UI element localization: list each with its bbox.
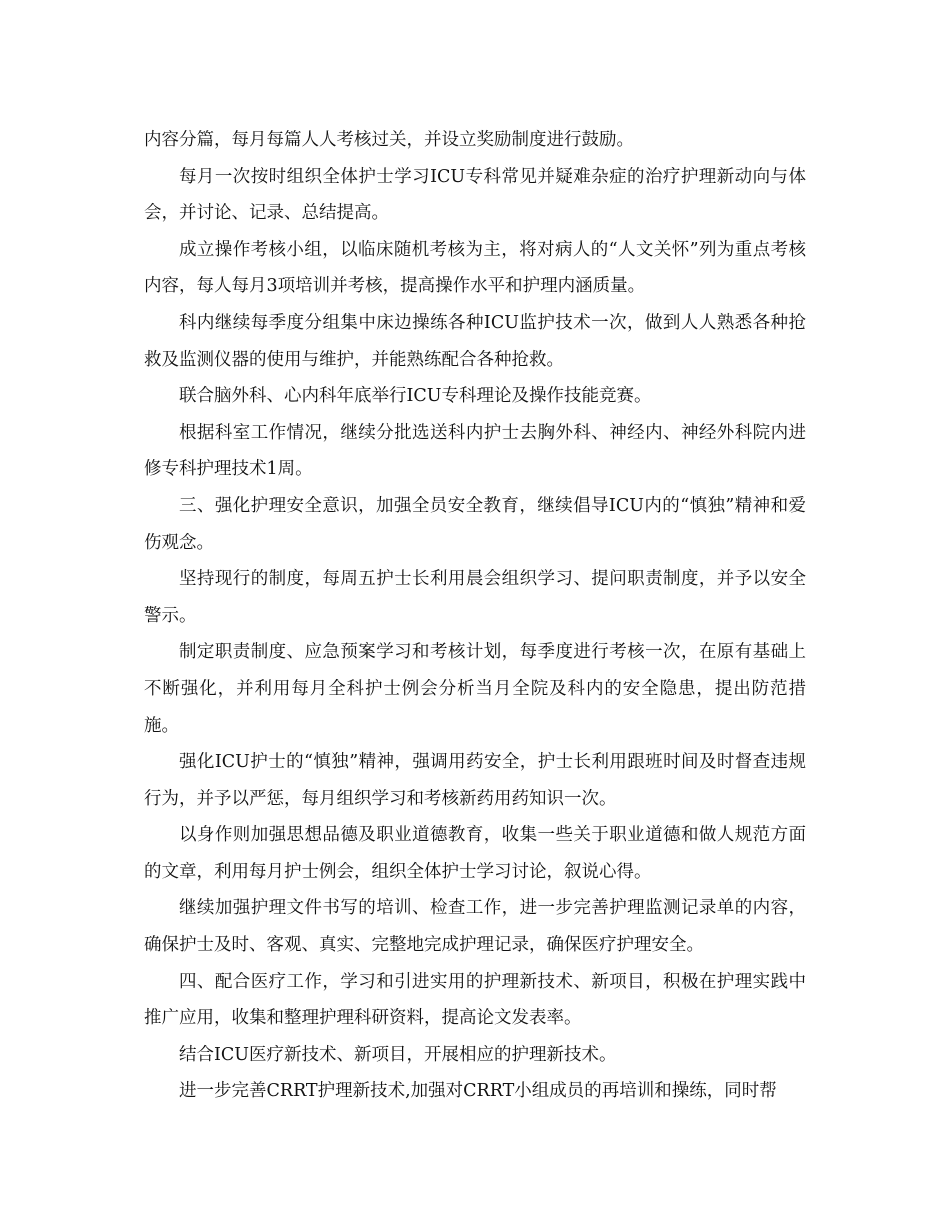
section-heading-4: 四、配合医疗工作，学习和引进实用的护理新技术、新项目，积极在护理实践中推广应用，收集和整理护理科研资料，提高论文发表率。 (144, 971, 806, 1029)
paragraph-10: 强化ICU护士的“慎独”精神，强调用药安全，护士长利用跟班时间及时督查违规行为，并予以严惩，每月组织学习和考核新药用药知识一次。 (144, 752, 806, 809)
paragraph-4: 科内继续每季度分组集中床边操练各种ICU监护技术一次，做到人人熟悉各种抢救及监测仪器的使用与维护，并能熟练配合各种抢救。 (144, 312, 806, 370)
paragraph-3: 成立操作考核小组，以临床随机考核为主，将对病人的“人文关怀”列为重点考核内容，每人每月3项培训并考核，提高操作水平和护理内涵质量。 (144, 239, 806, 297)
paragraph-15: 进一步完善CRRT护理新技术,加强对CRRT小组成员的再培训和操练，同时帮 (179, 1081, 777, 1102)
paragraph-1: 内容分篇，每月每篇人人考核过关，并设立奖励制度进行鼓励。 (144, 130, 634, 150)
paragraph-9: 制定职责制度、应急预案学习和考核计划，每季度进行考核一次，在原有基础上不断强化，并利用每月全科护士例会分析当月全院及科内的安全隐患，提出防范措施。 (144, 642, 806, 736)
paragraph-12: 继续加强护理文件书写的培训、检查工作，进一步完善护理监测记录单的内容，确保护士及时、客观、真实、完整地完成护理记录，确保医疗护理安全。 (144, 898, 806, 956)
section-heading-3: 三、强化护理安全意识，加强全员安全教育，继续倡导ICU内的“慎独”精神和爱伤观念。 (144, 495, 806, 553)
paragraph-11: 以身作则加强思想品德及职业道德教育，收集一些关于职业道德和做人规范方面的文章，利用每月护士例会，组织全体护士学习讨论，叙说心得。 (144, 825, 806, 882)
paragraph-14: 结合ICU医疗新技术、新项目，开展相应的护理新技术。 (179, 1044, 617, 1065)
document-body (144, 122, 806, 1110)
paragraph-8: 坚持现行的制度，每周五护士长利用晨会组织学习、提问职责制度，并予以安全警示。 (144, 569, 806, 626)
paragraph-2: 每月一次按时组织全体护士学习ICU专科常见并疑难杂症的治疗护理新动向与体会，并讨论、记录、总结提高。 (144, 166, 806, 224)
paragraph-5: 联合脑外科、心内科年底举行ICU专科理论及操作技能竞赛。 (179, 386, 652, 407)
paragraph-6: 根据科室工作情况，继续分批选送科内护士去胸外科、神经内、神经外科院内进修专科护理技术1周。 (144, 422, 806, 480)
